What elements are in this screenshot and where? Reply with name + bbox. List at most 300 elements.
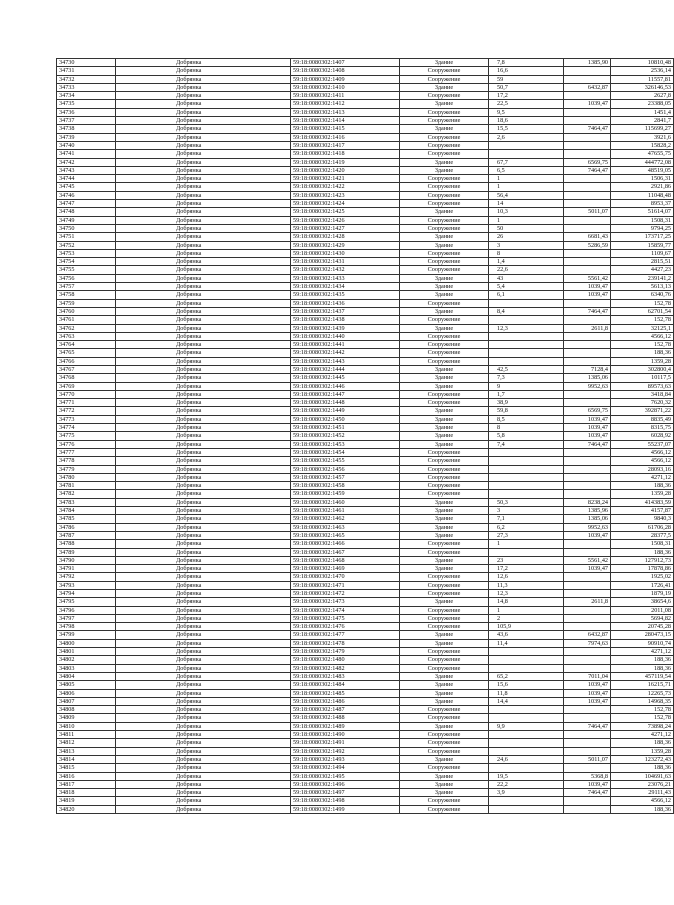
table-row (57, 556, 674, 564)
cadastral-value-cell: 444772,08 (611, 158, 674, 166)
cadastral-number-cell: 59:18:0080302:1419 (291, 158, 400, 166)
area-cell: 16,6 (489, 67, 564, 75)
row-number-cell: 34805 (57, 681, 116, 689)
cadastral-value-cell: 392871,22 (611, 407, 674, 415)
area-cell: 15,6 (489, 681, 564, 689)
object-type-cell: Здание (400, 639, 489, 647)
unit-value-cell: 7464,47 (564, 166, 611, 174)
cadastral-number-cell: 59:18:0080302:1440 (291, 332, 400, 340)
area-cell: 9 (489, 382, 564, 390)
cadastral-number-cell: 59:18:0080302:1458 (291, 482, 400, 490)
area-cell (489, 332, 564, 340)
row-number-cell: 34812 (57, 739, 116, 747)
table-row (57, 183, 674, 191)
locality-cell: Добрянка (116, 208, 291, 216)
cadastral-number-cell: 59:18:0080302:1438 (291, 316, 400, 324)
locality-cell: Добрянка (116, 357, 291, 365)
table-row (57, 722, 674, 730)
table-row (57, 465, 674, 473)
area-cell: 8 (489, 249, 564, 257)
cadastral-number-cell: 59:18:0080302:1486 (291, 697, 400, 705)
unit-value-cell (564, 457, 611, 465)
cadastral-number-cell: 59:18:0080302:1409 (291, 75, 400, 83)
object-type-cell: Здание (400, 772, 489, 780)
unit-value-cell: 1039,47 (564, 424, 611, 432)
locality-cell: Добрянка (116, 191, 291, 199)
locality-cell: Добрянка (116, 606, 291, 614)
document-sheet (56, 58, 671, 814)
row-number-cell: 34795 (57, 598, 116, 606)
unit-value-cell (564, 805, 611, 813)
row-number-cell: 34754 (57, 258, 116, 266)
object-type-cell: Здание (400, 440, 489, 448)
area-cell (489, 797, 564, 805)
locality-cell: Добрянка (116, 349, 291, 357)
object-type-cell: Здание (400, 755, 489, 763)
table-row (57, 175, 674, 183)
unit-value-cell (564, 299, 611, 307)
row-number-cell: 34768 (57, 374, 116, 382)
locality-cell: Добрянка (116, 390, 291, 398)
unit-value-cell (564, 249, 611, 257)
table-row (57, 133, 674, 141)
locality-cell: Добрянка (116, 664, 291, 672)
area-cell: 105,9 (489, 623, 564, 631)
cadastral-value-cell: 152,78 (611, 706, 674, 714)
cadastral-number-cell: 59:18:0080302:1425 (291, 208, 400, 216)
cadastral-number-cell: 59:18:0080302:1432 (291, 266, 400, 274)
table-row (57, 357, 674, 365)
locality-cell: Добрянка (116, 108, 291, 116)
row-number-cell: 34740 (57, 141, 116, 149)
cadastral-value-cell: 188,36 (611, 764, 674, 772)
cadastral-value-cell: 9794,25 (611, 224, 674, 232)
cadastral-number-cell: 59:18:0080302:1418 (291, 150, 400, 158)
cadastral-value-cell: 11048,48 (611, 191, 674, 199)
cadastral-number-cell: 59:18:0080302:1413 (291, 108, 400, 116)
row-number-cell: 34764 (57, 341, 116, 349)
table-row (57, 166, 674, 174)
row-number-cell: 34796 (57, 606, 116, 614)
row-number-cell: 34776 (57, 440, 116, 448)
locality-cell: Добрянка (116, 266, 291, 274)
object-type-cell: Здание (400, 689, 489, 697)
area-cell: 24,6 (489, 755, 564, 763)
cadastral-number-cell: 59:18:0080302:1461 (291, 507, 400, 515)
object-type-cell: Сооружение (400, 614, 489, 622)
object-type-cell: Сооружение (400, 299, 489, 307)
locality-cell: Добрянка (116, 465, 291, 473)
cadastral-number-cell: 59:18:0080302:1476 (291, 623, 400, 631)
row-number-cell: 34780 (57, 473, 116, 481)
cadastral-number-cell: 59:18:0080302:1411 (291, 92, 400, 100)
area-cell (489, 482, 564, 490)
object-type-cell: Сооружение (400, 714, 489, 722)
cadastral-value-cell: 5613,13 (611, 283, 674, 291)
row-number-cell: 34771 (57, 399, 116, 407)
row-number-cell: 34792 (57, 573, 116, 581)
table-row (57, 515, 674, 523)
table-row (57, 631, 674, 639)
unit-value-cell (564, 224, 611, 232)
object-type-cell: Сооружение (400, 590, 489, 598)
area-cell: 27,3 (489, 531, 564, 539)
row-number-cell: 34735 (57, 100, 116, 108)
area-cell: 59,8 (489, 407, 564, 415)
cadastral-value-cell: 10810,48 (611, 59, 674, 67)
row-number-cell: 34810 (57, 722, 116, 730)
object-type-cell: Здание (400, 83, 489, 91)
cadastral-value-cell: 48519,05 (611, 166, 674, 174)
area-cell (489, 448, 564, 456)
locality-cell: Добрянка (116, 183, 291, 191)
table-row (57, 507, 674, 515)
locality-cell: Добрянка (116, 739, 291, 747)
cadastral-number-cell: 59:18:0080302:1457 (291, 473, 400, 481)
cadastral-value-cell: 38654,6 (611, 598, 674, 606)
table-row (57, 805, 674, 813)
unit-value-cell: 1039,47 (564, 283, 611, 291)
cadastral-value-cell: 1508,31 (611, 216, 674, 224)
locality-cell: Добрянка (116, 548, 291, 556)
cadastral-value-cell: 2536,14 (611, 67, 674, 75)
table-row (57, 457, 674, 465)
row-number-cell: 34756 (57, 274, 116, 282)
area-cell: 14 (489, 200, 564, 208)
cadastral-number-cell: 59:18:0080302:1422 (291, 183, 400, 191)
locality-cell: Добрянка (116, 681, 291, 689)
row-number-cell: 34813 (57, 747, 116, 755)
cadastral-value-cell: 32125,1 (611, 324, 674, 332)
cadastral-value-cell: 17878,86 (611, 565, 674, 573)
row-number-cell: 34804 (57, 672, 116, 680)
object-type-cell: Сооружение (400, 448, 489, 456)
area-cell (489, 465, 564, 473)
object-type-cell: Здание (400, 415, 489, 423)
cadastral-value-cell: 2841,7 (611, 117, 674, 125)
unit-value-cell: 1039,47 (564, 100, 611, 108)
table-row (57, 789, 674, 797)
cadastral-value-cell: 12265,73 (611, 689, 674, 697)
locality-cell: Добрянка (116, 490, 291, 498)
object-type-cell: Сооружение (400, 390, 489, 398)
object-type-cell: Здание (400, 672, 489, 680)
object-type-cell: Сооружение (400, 349, 489, 357)
area-cell: 12,6 (489, 573, 564, 581)
cadastral-value-cell: 14968,35 (611, 697, 674, 705)
locality-cell: Добрянка (116, 200, 291, 208)
unit-value-cell (564, 706, 611, 714)
locality-cell: Добрянка (116, 623, 291, 631)
area-cell: 50,3 (489, 498, 564, 506)
row-number-cell: 34801 (57, 648, 116, 656)
row-number-cell: 34763 (57, 332, 116, 340)
locality-cell: Добрянка (116, 59, 291, 67)
cadastral-number-cell: 59:18:0080302:1436 (291, 299, 400, 307)
row-number-cell: 34815 (57, 764, 116, 772)
area-cell (489, 357, 564, 365)
table-row (57, 258, 674, 266)
unit-value-cell (564, 133, 611, 141)
cadastral-number-cell: 59:18:0080302:1460 (291, 498, 400, 506)
row-number-cell: 34731 (57, 67, 116, 75)
object-type-cell: Сооружение (400, 175, 489, 183)
cadastral-number-cell: 59:18:0080302:1497 (291, 789, 400, 797)
cadastral-number-cell: 59:18:0080302:1437 (291, 307, 400, 315)
table-row (57, 448, 674, 456)
object-type-cell: Сооружение (400, 150, 489, 158)
locality-cell: Добрянка (116, 639, 291, 647)
cadastral-value-cell: 152,78 (611, 316, 674, 324)
table-row (57, 639, 674, 647)
object-type-cell: Сооружение (400, 200, 489, 208)
object-type-cell: Сооружение (400, 141, 489, 149)
property-table (56, 58, 674, 814)
unit-value-cell: 6432,87 (564, 83, 611, 91)
area-cell: 1 (489, 175, 564, 183)
area-cell: 17,2 (489, 92, 564, 100)
locality-cell: Добрянка (116, 457, 291, 465)
table-row (57, 656, 674, 664)
unit-value-cell (564, 548, 611, 556)
table-row (57, 714, 674, 722)
table-row (57, 83, 674, 91)
row-number-cell: 34790 (57, 556, 116, 564)
cadastral-number-cell: 59:18:0080302:1494 (291, 764, 400, 772)
table-row (57, 565, 674, 573)
locality-cell: Добрянка (116, 382, 291, 390)
row-number-cell: 34818 (57, 789, 116, 797)
row-number-cell: 34820 (57, 805, 116, 813)
cadastral-value-cell: 28377,5 (611, 531, 674, 539)
row-number-cell: 34761 (57, 316, 116, 324)
unit-value-cell: 7974,63 (564, 639, 611, 647)
area-cell: 50,7 (489, 83, 564, 91)
locality-cell: Добрянка (116, 498, 291, 506)
unit-value-cell (564, 399, 611, 407)
area-cell: 6,1 (489, 291, 564, 299)
row-number-cell: 34819 (57, 797, 116, 805)
cadastral-value-cell: 127912,73 (611, 556, 674, 564)
cadastral-number-cell: 59:18:0080302:1412 (291, 100, 400, 108)
cadastral-value-cell: 61706,28 (611, 523, 674, 531)
cadastral-value-cell: 15859,77 (611, 241, 674, 249)
area-cell: 7,1 (489, 515, 564, 523)
area-cell: 23 (489, 556, 564, 564)
row-number-cell: 34798 (57, 623, 116, 631)
cadastral-value-cell: 4566,12 (611, 797, 674, 805)
area-cell: 43 (489, 274, 564, 282)
area-cell: 12,3 (489, 324, 564, 332)
unit-value-cell (564, 332, 611, 340)
area-cell: 8,5 (489, 415, 564, 423)
unit-value-cell (564, 473, 611, 481)
unit-value-cell (564, 540, 611, 548)
area-cell: 6,5 (489, 166, 564, 174)
area-cell: 8,4 (489, 307, 564, 315)
table-row (57, 780, 674, 788)
cadastral-value-cell: 4271,12 (611, 473, 674, 481)
row-number-cell: 34752 (57, 241, 116, 249)
table-row (57, 664, 674, 672)
row-number-cell: 34744 (57, 175, 116, 183)
cadastral-value-cell: 188,36 (611, 739, 674, 747)
table-row (57, 706, 674, 714)
area-cell: 1 (489, 606, 564, 614)
table-row (57, 233, 674, 241)
unit-value-cell (564, 714, 611, 722)
row-number-cell: 34739 (57, 133, 116, 141)
area-cell (489, 473, 564, 481)
locality-cell: Добрянка (116, 233, 291, 241)
area-cell: 5,4 (489, 283, 564, 291)
cadastral-number-cell: 59:18:0080302:1421 (291, 175, 400, 183)
unit-value-cell: 2611,8 (564, 598, 611, 606)
table-row (57, 374, 674, 382)
unit-value-cell (564, 648, 611, 656)
unit-value-cell (564, 200, 611, 208)
unit-value-cell: 6569,75 (564, 407, 611, 415)
area-cell (489, 706, 564, 714)
object-type-cell: Сооружение (400, 133, 489, 141)
row-number-cell: 34745 (57, 183, 116, 191)
locality-cell: Добрянка (116, 440, 291, 448)
object-type-cell: Здание (400, 565, 489, 573)
cadastral-number-cell: 59:18:0080302:1499 (291, 805, 400, 813)
cadastral-value-cell: 4566,12 (611, 332, 674, 340)
row-number-cell: 34749 (57, 216, 116, 224)
cadastral-value-cell: 188,36 (611, 548, 674, 556)
object-type-cell: Здание (400, 780, 489, 788)
cadastral-value-cell: 4566,12 (611, 457, 674, 465)
cadastral-value-cell: 7620,32 (611, 399, 674, 407)
locality-cell: Добрянка (116, 598, 291, 606)
row-number-cell: 34738 (57, 125, 116, 133)
object-type-cell: Сооружение (400, 664, 489, 672)
unit-value-cell (564, 465, 611, 473)
cadastral-value-cell: 1879,19 (611, 590, 674, 598)
cadastral-value-cell: 414383,59 (611, 498, 674, 506)
row-number-cell: 34775 (57, 432, 116, 440)
table-row (57, 349, 674, 357)
cadastral-number-cell: 59:18:0080302:1448 (291, 399, 400, 407)
row-number-cell: 34809 (57, 714, 116, 722)
unit-value-cell: 1039,47 (564, 565, 611, 573)
row-number-cell: 34793 (57, 581, 116, 589)
locality-cell: Добрянка (116, 614, 291, 622)
unit-value-cell (564, 390, 611, 398)
cadastral-number-cell: 59:18:0080302:1488 (291, 714, 400, 722)
cadastral-number-cell: 59:18:0080302:1415 (291, 125, 400, 133)
cadastral-value-cell: 239141,2 (611, 274, 674, 282)
cadastral-value-cell: 16215,71 (611, 681, 674, 689)
unit-value-cell (564, 357, 611, 365)
row-number-cell: 34741 (57, 150, 116, 158)
table-row (57, 324, 674, 332)
cadastral-number-cell: 59:18:0080302:1417 (291, 141, 400, 149)
unit-value-cell: 7464,47 (564, 307, 611, 315)
cadastral-number-cell: 59:18:0080302:1408 (291, 67, 400, 75)
locality-cell: Добрянка (116, 117, 291, 125)
area-cell (489, 457, 564, 465)
cadastral-number-cell: 59:18:0080302:1479 (291, 648, 400, 656)
row-number-cell: 34734 (57, 92, 116, 100)
cadastral-value-cell: 1359,28 (611, 747, 674, 755)
table-row (57, 291, 674, 299)
cadastral-value-cell: 8835,49 (611, 415, 674, 423)
table-row (57, 92, 674, 100)
unit-value-cell (564, 183, 611, 191)
object-type-cell: Здание (400, 681, 489, 689)
area-cell (489, 648, 564, 656)
object-type-cell: Сооружение (400, 606, 489, 614)
row-number-cell: 34788 (57, 540, 116, 548)
cadastral-number-cell: 59:18:0080302:1426 (291, 216, 400, 224)
row-number-cell: 34817 (57, 780, 116, 788)
unit-value-cell: 1385,90 (564, 59, 611, 67)
unit-value-cell (564, 341, 611, 349)
locality-cell: Добрянка (116, 150, 291, 158)
area-cell: 8 (489, 424, 564, 432)
cadastral-value-cell: 11557,81 (611, 75, 674, 83)
unit-value-cell: 7128,4 (564, 365, 611, 373)
area-cell: 67,7 (489, 158, 564, 166)
cadastral-value-cell: 6340,76 (611, 291, 674, 299)
locality-cell: Добрянка (116, 565, 291, 573)
table-row (57, 224, 674, 232)
locality-cell: Добрянка (116, 697, 291, 705)
cadastral-number-cell: 59:18:0080302:1428 (291, 233, 400, 241)
table-row (57, 473, 674, 481)
cadastral-value-cell: 2011,08 (611, 606, 674, 614)
locality-cell: Добрянка (116, 249, 291, 257)
object-type-cell: Здание (400, 507, 489, 515)
row-number-cell: 34778 (57, 457, 116, 465)
row-number-cell: 34784 (57, 507, 116, 515)
area-cell: 10,3 (489, 208, 564, 216)
locality-cell: Добрянка (116, 714, 291, 722)
object-type-cell: Здание (400, 523, 489, 531)
row-number-cell: 34807 (57, 697, 116, 705)
object-type-cell: Здание (400, 365, 489, 373)
table-row (57, 606, 674, 614)
locality-cell: Добрянка (116, 133, 291, 141)
locality-cell: Добрянка (116, 141, 291, 149)
object-type-cell: Сооружение (400, 216, 489, 224)
object-type-cell: Сооружение (400, 75, 489, 83)
object-type-cell: Сооружение (400, 490, 489, 498)
object-type-cell: Сооружение (400, 747, 489, 755)
table-row (57, 755, 674, 763)
cadastral-value-cell: 1451,4 (611, 108, 674, 116)
cadastral-value-cell: 1506,31 (611, 175, 674, 183)
row-number-cell: 34770 (57, 390, 116, 398)
table-row (57, 648, 674, 656)
unit-value-cell: 7464,47 (564, 440, 611, 448)
cadastral-value-cell: 8953,37 (611, 200, 674, 208)
row-number-cell: 34769 (57, 382, 116, 390)
cadastral-number-cell: 59:18:0080302:1454 (291, 448, 400, 456)
object-type-cell: Сооружение (400, 739, 489, 747)
row-number-cell: 34751 (57, 233, 116, 241)
object-type-cell: Здание (400, 382, 489, 390)
row-number-cell: 34802 (57, 656, 116, 664)
row-number-cell: 34816 (57, 772, 116, 780)
cadastral-value-cell: 3418,84 (611, 390, 674, 398)
unit-value-cell (564, 117, 611, 125)
unit-value-cell (564, 490, 611, 498)
table-row (57, 75, 674, 83)
